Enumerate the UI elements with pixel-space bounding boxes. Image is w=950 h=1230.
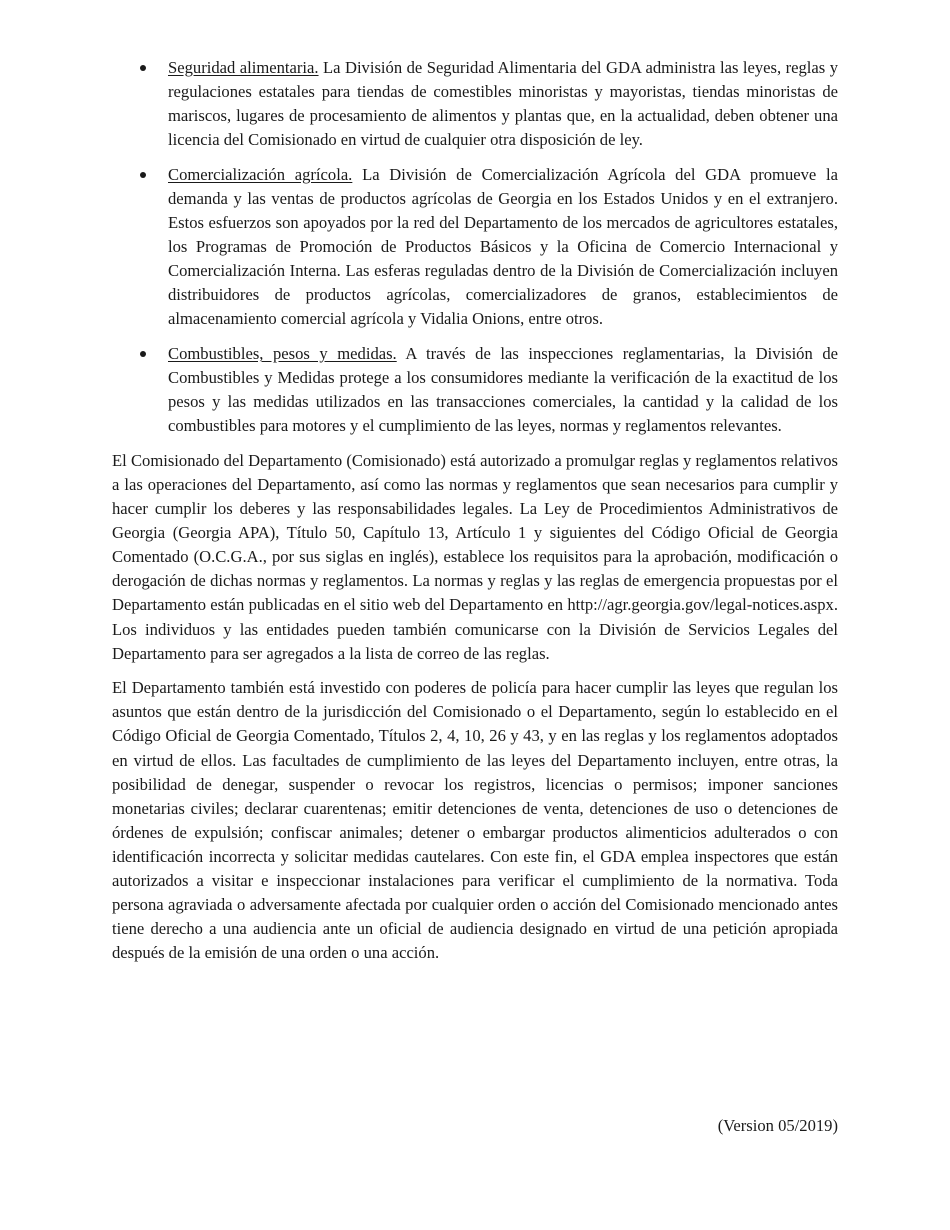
bullet-list [112,56,838,438]
bullet-item-fuels-weights-measures [112,342,838,438]
bullet-text: A través de las inspecciones reglamentarias, la División de Combustibles y Medidas protege a los consumidores mediante la verificación de la exactitud de los pesos y las medidas utilizados en las transacciones comerciales, la cantidad y la calidad de los combustibles para motores y el cumplimiento de las leyes, normas y reglamentos relevantes. [168,344,838,436]
bullet-dot-icon [140,351,146,357]
bullet-term: Comercialización agrícola. [168,164,353,184]
bullet-term: Combustibles, pesos y medidas. [168,344,397,364]
bullet-dot-icon [140,172,146,178]
version-footer: (Version 05/2019) [717,1116,838,1135]
bullet-text: La División de Seguridad Alimentaria del GDA administra las leyes, reglas y regulaciones estatales para tiendas de comestibles minoristas y mayoristas, tiendas minoristas de mariscos, lugares de procesamiento de alimentos y plantas que, en la actualidad, deben obtener una licencia del Comisionado en virtud de cualquier otra disposición de ley. [168,58,838,150]
paragraph-commissioner-rules: El Comisionado del Departamento (Comisionado) está autorizado a promulgar reglas y reglamentos relativos a las operaciones del Departamento, así como las normas y reglamentos que sean necesarios para cumplir y hacer cumplir los deberes y las responsabilidades legales. La Ley de Procedimientos Administrativos de Georgia (Georgia APA), Título 50, Capítulo 13, Artículo 1 y siguientes del Código Oficial de Georgia Comentado (O.C.G.A., por sus siglas en inglés), establece los requisitos para la aprobación, modificación o derogación de dichas normas y reglamentos. La normas y reglas y las reglas de emergencia propuestas por el Departamento están publicadas en el sitio web del Departamento en http://agr.georgia.gov/legal-notices.aspx. Los individuos y las entidades pueden también comunicarse con la División de Servicios Legales del Departamento para ser agregados a la lista de correo de las reglas. [112,450,838,663]
bullet-item-agricultural-marketing [112,163,838,332]
bullet-item-food-safety [112,56,838,152]
document-body [112,56,838,976]
bullet-term: Seguridad alimentaria. [168,58,319,77]
paragraph-police-powers: El Departamento también está investido con poderes de policía para hacer cumplir las leyes que regulan los asuntos que están dentro de la jurisdicción del Comisionado o el Departamento, según lo establecido en el Código Oficial de Georgia Comentado, Títulos 2, 4, 10, 26 y 43, y en las reglas y los reglamentos adoptados en virtud de ellos. Las facultades de cumplimiento de las leyes del Departamento incluyen, entre otras, la posibilidad de denegar, suspender o revocar los registros, licencias o permisos; imponer sanciones monetarias civiles; declarar cuarentenas; emitir detenciones de venta, detenciones de uso o detenciones de órdenes de expulsión; confiscar animales; detener o embargar productos alimenticios adulterados o con identificación incorrecta y solicitar medidas cautelares. Con este fin, el GDA emplea inspectores que están autorizados a visitar e inspeccionar instalaciones para verificar el cumplimiento de la normativa. Toda persona agraviada o adversamente afectada por cualquier orden o acción del Comisionado mencionado antes tiene derecho a una audiencia ante un oficial de audiencia designado en virtud de una petición apropiada después de la emisión de una orden o una acción. [112,678,838,963]
bullet-text: La División de Comercialización Agrícola del GDA promueve la demanda y las ventas de productos agrícolas de Georgia en los Estados Unidos y en el extranjero. Estos esfuerzos son apoyados por la red del Departamento de los mercados de agricultores estatales, los Programas de Promoción de Productos Básicos y la Oficina de Comercio Internacional y Comercialización Interna. Las esferas reguladas dentro de la División de Comercialización incluyen distribuidores de productos agrícolas, comercializadores de granos, establecimientos de almacenamiento comercial agrícola y Vidalia Onions, entre otros. [168,164,838,329]
bullet-dot-icon [140,65,146,71]
